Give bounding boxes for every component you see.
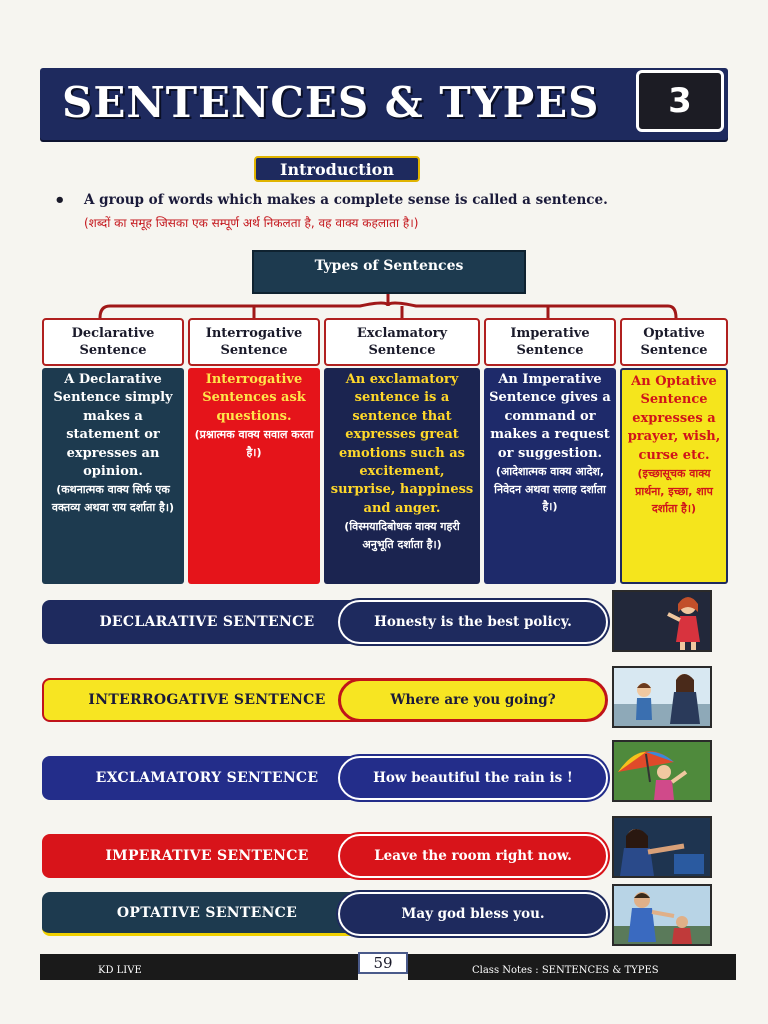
page-title: SENTENCES & TYPES bbox=[62, 78, 600, 127]
type-card-declarative bbox=[42, 318, 184, 584]
type-card-description: An exclamatory sentence is a sentence that expresses great emotions such as excitement, surprise, happiness and anger. (विस्मयादिबोधक वाक्य गहरी अनुभूति दर्शाता है।) bbox=[324, 368, 480, 584]
type-card-imperative bbox=[484, 318, 616, 584]
footer-section-title: Class Notes : SENTENCES & TYPES bbox=[408, 954, 736, 980]
type-card-description: A Declarative Sentence simply makes a statement or expresses an opinion. (कथनात्मक वाक्य सिर्फ एक वक्तव्य अथवा राय दर्शाता है।) bbox=[42, 368, 184, 584]
example-sentence: Where are you going? bbox=[338, 678, 608, 722]
elder-blessing-child-illustration bbox=[612, 884, 712, 946]
example-type-label: IMPERATIVE SENTENCE bbox=[42, 834, 372, 878]
example-row-imperative bbox=[42, 834, 612, 878]
type-card-description-hindi: (प्रश्नात्मक वाक्य सवाल करता है।) bbox=[194, 428, 314, 459]
footer-publisher: KD LIVE bbox=[40, 954, 358, 980]
mother-and-child-illustration bbox=[612, 666, 712, 728]
bullet-icon: • bbox=[54, 190, 66, 211]
type-card-description: Interrogative Sentences ask questions. (प्रश्नात्मक वाक्य सवाल करता है।) bbox=[188, 368, 320, 584]
example-sentence: Leave the room right now. bbox=[338, 834, 608, 878]
example-type-label: DECLARATIVE SENTENCE bbox=[42, 600, 372, 644]
example-row-exclamatory bbox=[42, 756, 612, 800]
person-pointing-illustration bbox=[612, 816, 712, 878]
example-sentence: How beautiful the rain is ! bbox=[338, 756, 608, 800]
introduction-heading: Introduction bbox=[254, 156, 420, 182]
type-card-description-hindi: (कथनात्मक वाक्य सिर्फ एक वक्तव्य अथवा राय दर्शाता है।) bbox=[51, 483, 175, 514]
tree-connector-lines bbox=[0, 0, 768, 330]
girl-with-umbrella-in-rain-illustration bbox=[612, 740, 712, 802]
example-type-label: EXCLAMATORY SENTENCE bbox=[42, 756, 372, 800]
example-type-label: OPTATIVE SENTENCE bbox=[42, 892, 372, 936]
example-row-interrogative bbox=[42, 678, 612, 722]
type-card-title: Optative Sentence bbox=[620, 318, 728, 366]
type-card-description-hindi: (विस्मयादिबोधक वाक्य गहरी अनुभूति दर्शाता है।) bbox=[344, 520, 460, 551]
type-card-title: Imperative Sentence bbox=[484, 318, 616, 366]
girl-speaking-illustration bbox=[612, 590, 712, 652]
page-number: 59 bbox=[358, 952, 408, 974]
example-row-optative bbox=[42, 892, 612, 936]
type-card-description: An Optative Sentence expresses a prayer, wish, curse etc. (इच्छासूचक वाक्य प्रार्थना, इच्छा, शाप दर्शाता है।) bbox=[620, 368, 728, 584]
sentence-definition-hindi: (शब्दों का समूह जिसका एक सम्पूर्ण अर्थ निकलता है, वह वाक्य कहलाता है।) bbox=[84, 216, 419, 230]
example-row-declarative bbox=[42, 600, 612, 644]
type-card-description: An Imperative Sentence gives a command or makes a request or suggestion. (आदेशात्मक वाक्य आदेश, निवेदन अथवा सलाह दर्शाता है।) bbox=[484, 368, 616, 584]
chapter-number-badge: 3 bbox=[636, 70, 724, 132]
type-card-title: Declarative Sentence bbox=[42, 318, 184, 366]
type-card-description-hindi: (इच्छासूचक वाक्य प्रार्थना, इच्छा, शाप दर्शाता है।) bbox=[635, 467, 713, 516]
example-sentence: Honesty is the best policy. bbox=[338, 600, 608, 644]
type-card-description-hindi: (आदेशात्मक वाक्य आदेश, निवेदन अथवा सलाह दर्शाता है।) bbox=[494, 465, 606, 514]
types-of-sentences-heading: Types of Sentences bbox=[252, 250, 526, 294]
type-card-optative bbox=[620, 318, 728, 584]
sentence-definition-english: A group of words which makes a complete sense is called a sentence. bbox=[84, 192, 608, 208]
example-type-label: INTERROGATIVE SENTENCE bbox=[42, 678, 372, 722]
type-card-exclamatory bbox=[324, 318, 480, 584]
type-card-title: Exclamatory Sentence bbox=[324, 318, 480, 366]
type-card-title: Interrogative Sentence bbox=[188, 318, 320, 366]
example-sentence: May god bless you. bbox=[338, 892, 608, 936]
type-card-interrogative bbox=[188, 318, 320, 584]
